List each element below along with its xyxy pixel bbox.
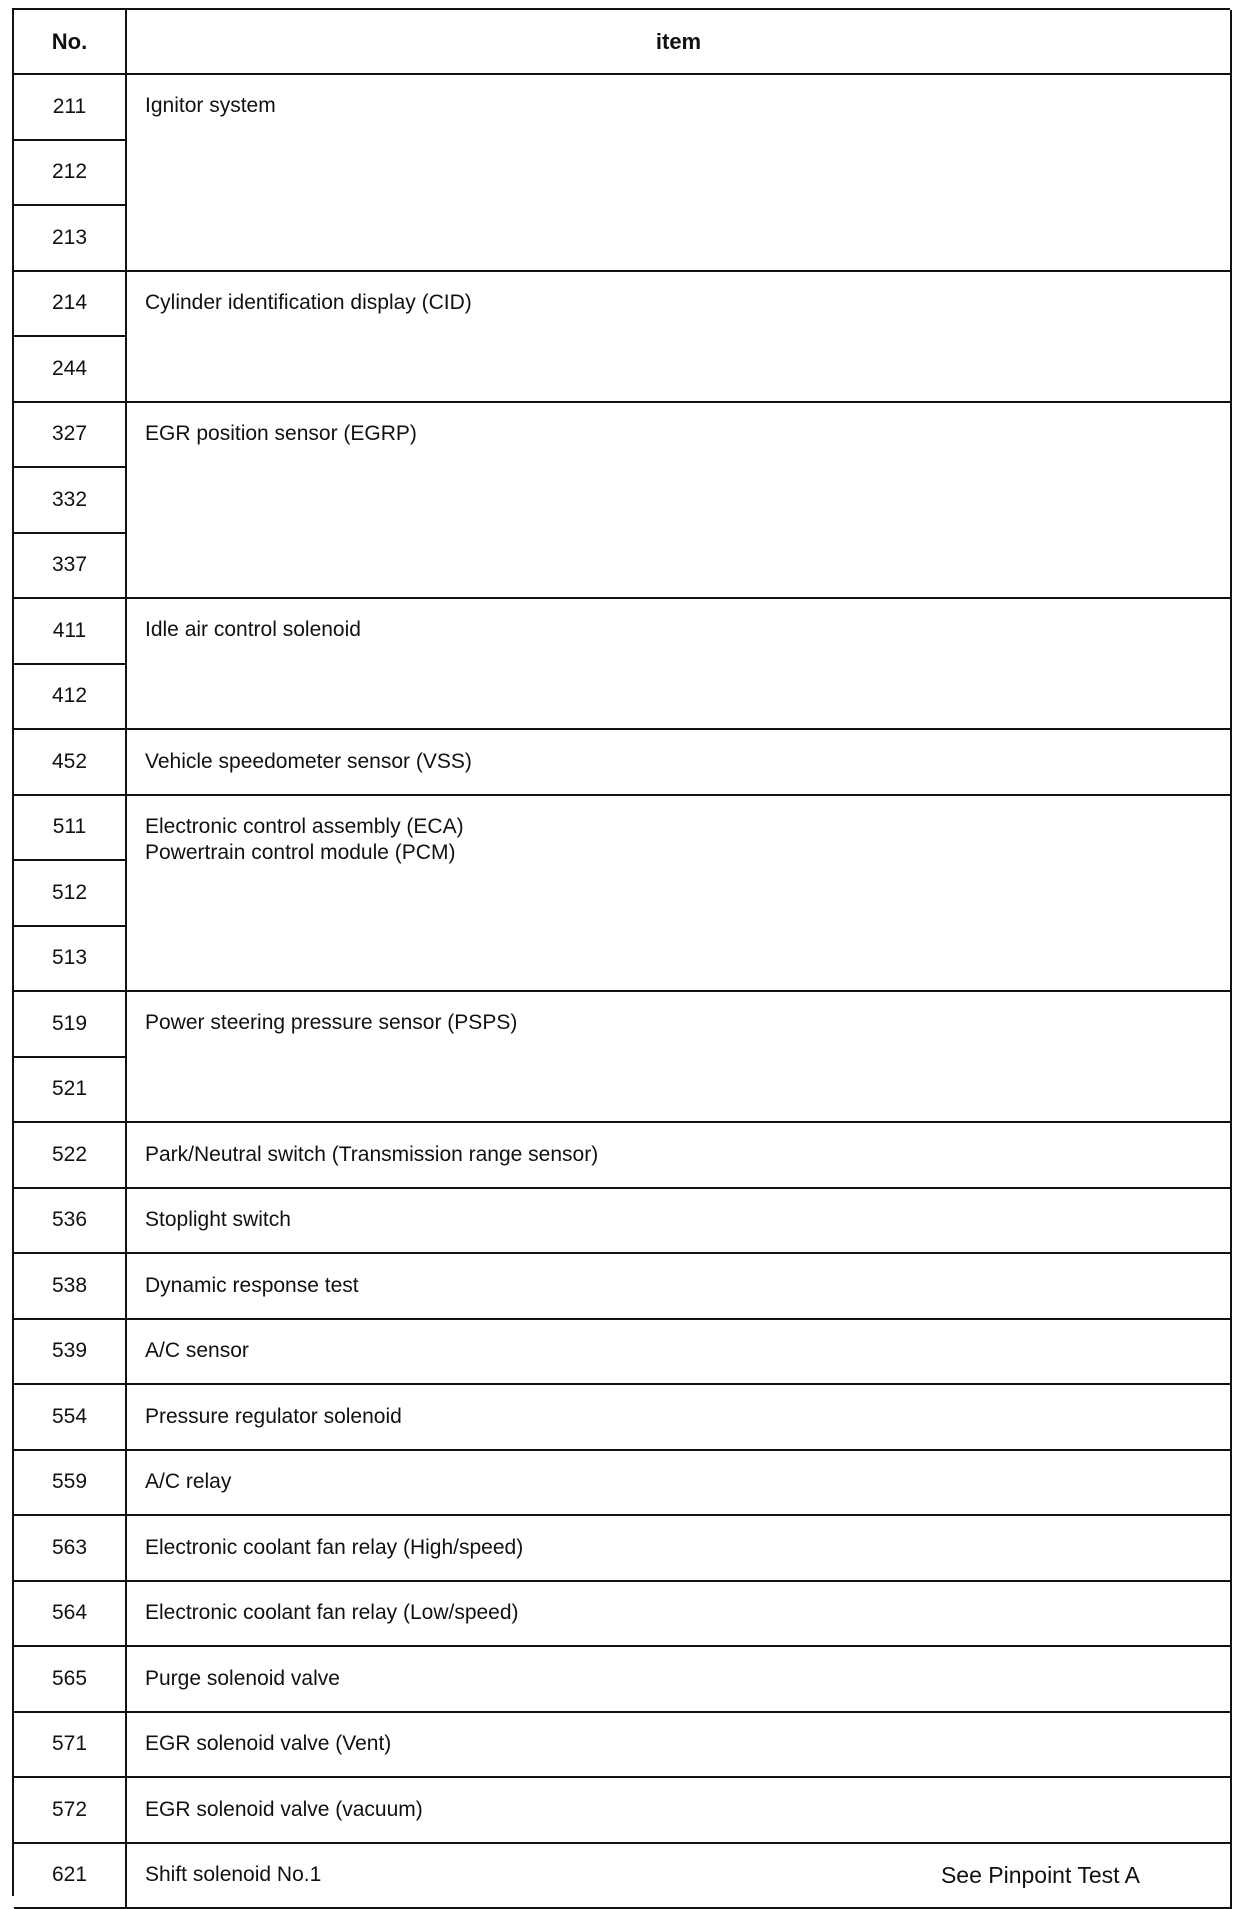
item-description [127,1713,1232,1779]
header-no: No. [14,10,127,75]
code-number: 538 [14,1254,127,1320]
item-description [127,1647,1232,1713]
code-number: 213 [14,206,127,272]
item-description [127,1844,1232,1909]
code-number: 571 [14,1713,127,1779]
item-description [127,1123,1232,1189]
item-text: Park/Neutral switch (Transmission range sensor) [145,1142,598,1168]
item-text: A/C sensor [145,1338,249,1364]
code-number: 411 [14,599,127,665]
code-table [12,8,1230,1896]
code-number: 327 [14,403,127,469]
item-description [127,272,1232,403]
code-number: 519 [14,992,127,1058]
code-number: 452 [14,730,127,796]
code-number: 214 [14,272,127,338]
item-text: Stoplight switch [145,1207,291,1233]
item-text: Idle air control solenoid [145,617,1230,643]
item-text: Shift solenoid No.1 [145,1862,321,1888]
code-number: 565 [14,1647,127,1713]
code-number: 212 [14,141,127,207]
item-description [127,796,1232,993]
code-number: 564 [14,1582,127,1648]
item-text: Powertrain control module (PCM) [145,840,1230,866]
item-text: EGR solenoid valve (Vent) [145,1731,391,1757]
item-description [127,1778,1232,1844]
item-text: Electronic coolant fan relay (Low/speed) [145,1600,519,1626]
item-description [127,1385,1232,1451]
item-description [127,75,1232,272]
item-text: EGR solenoid valve (vacuum) [145,1797,423,1823]
item-description [127,1320,1232,1386]
item-text: Purge solenoid valve [145,1666,340,1692]
item-text: EGR position sensor (EGRP) [145,421,1230,447]
item-description [127,403,1232,600]
code-number: 513 [14,927,127,993]
item-description [127,1189,1232,1255]
code-number: 412 [14,665,127,731]
code-number: 522 [14,1123,127,1189]
item-text: A/C relay [145,1469,231,1495]
item-text: Vehicle speedometer sensor (VSS) [145,749,472,775]
item-text: Power steering pressure sensor (PSPS) [145,1010,1230,1036]
code-number: 511 [14,796,127,862]
item-text: Electronic coolant fan relay (High/speed) [145,1535,523,1561]
code-number: 521 [14,1058,127,1124]
item-text: Cylinder identification display (CID) [145,290,1230,316]
item-description [127,1254,1232,1320]
code-number: 621 [14,1844,127,1909]
pinpoint-test-note: See Pinpoint Test A [941,1862,1140,1888]
item-description [127,599,1232,730]
item-description [127,992,1232,1123]
code-number: 332 [14,468,127,534]
code-number: 563 [14,1516,127,1582]
code-number: 559 [14,1451,127,1517]
item-text: Ignitor system [145,93,1230,119]
item-text: Pressure regulator solenoid [145,1404,402,1430]
code-number: 572 [14,1778,127,1844]
item-description [127,1582,1232,1648]
item-description [127,1451,1232,1517]
code-number: 244 [14,337,127,403]
code-number: 536 [14,1189,127,1255]
header-item: item [127,10,1232,75]
item-text: Dynamic response test [145,1273,359,1299]
code-number: 211 [14,75,127,141]
code-number: 512 [14,861,127,927]
code-number: 554 [14,1385,127,1451]
item-description [127,1516,1232,1582]
item-description [127,730,1232,796]
code-number: 337 [14,534,127,600]
code-number: 539 [14,1320,127,1386]
item-text: Electronic control assembly (ECA) [145,814,1230,840]
